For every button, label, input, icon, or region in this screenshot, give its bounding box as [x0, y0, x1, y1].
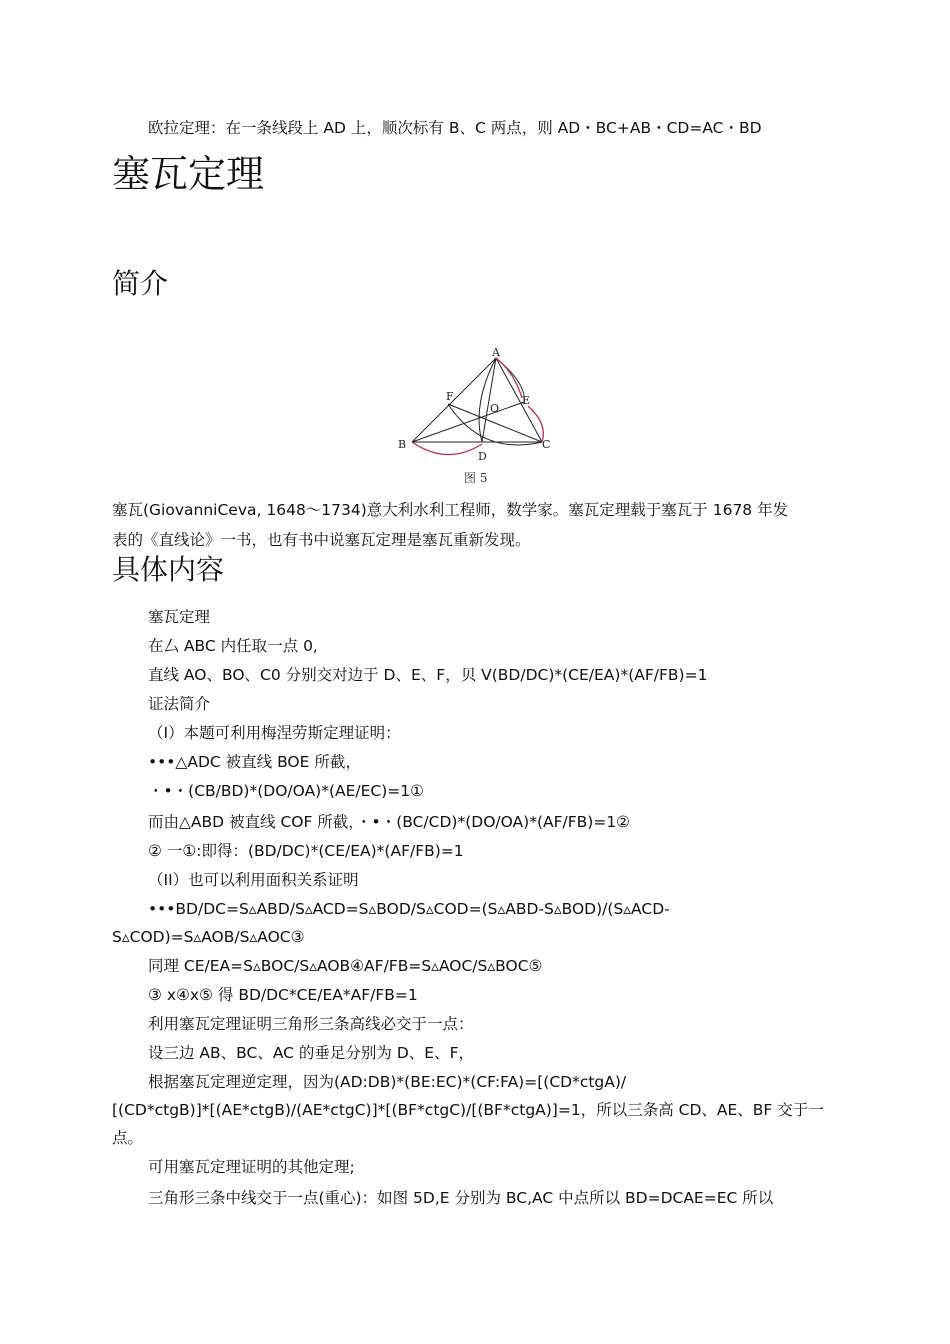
content-line: 根据塞瓦定理逆定理，因为(AD:DB)*(BE:EC)*(CF:FA)=[(CD*ctgA)/ [148, 1073, 627, 1091]
content-line: [(CD*ctgB)]*[(AE*ctgB)/(AE*ctgC)]*[(BF*ctgC)/[(BF*ctgA)]=1，所以三条高 CD、AE、BF 交于一 [112, 1101, 824, 1119]
label-e: E [522, 394, 531, 407]
content-line: •••BD/DC=S▵ABD/S▵ACD=S▵BOD/S▵COD=(S▵ABD-S▵BOD)/(S▵ACD- [148, 900, 670, 918]
content-line: 塞瓦定理 [148, 608, 211, 626]
edge-ac [496, 358, 542, 442]
content-line: 在厶 ABC 内任取一点 0, [148, 637, 318, 655]
content-line: 设三边 AB、BC、AC 的垂足分别为 D、E、F， [148, 1044, 475, 1062]
content-line: 点。 [112, 1129, 144, 1147]
content-line: 同理 CE/EA=S▵BOC/S▵AOB④AF/FB=S▵AOC/S▵BOC⑤ [148, 957, 543, 975]
content-line: （II）也可以利用面积关系证明 [148, 871, 359, 889]
edge-ab [412, 358, 496, 442]
content-line: •••△ADC 被直线 BOE 所截， [148, 753, 361, 771]
section-heading-content: 具体内容 [112, 553, 225, 586]
content-line: 直线 AO、BO、C0 分别交对边于 D、E、F，贝 V(BD/DC)*(CE/EA)*(AF/FB)=1 [148, 666, 708, 684]
red-arc-bottom [412, 442, 482, 455]
label-f: F [446, 390, 454, 403]
section-heading-intro: 简介 [112, 267, 169, 300]
intro-paragraph: 欧拉定理：在一条线段上 AD 上，顺次标有 B、C 两点，则 AD・BC+AB・CD=AC・BD [148, 119, 762, 137]
red-arc-top [496, 358, 522, 398]
label-c: C [542, 438, 551, 451]
arc-right [496, 358, 524, 402]
label-d: D [478, 450, 487, 463]
content-line: ・•・(CB/BD)*(DO/OA)*(AE/EC)=1① [148, 782, 425, 800]
ceva-figure [392, 344, 562, 489]
content-line: 可用塞瓦定理证明的其他定理; [148, 1158, 355, 1176]
label-o: O [490, 402, 500, 415]
content-line: ③ x④x⑤ 得 BD/DC*CE/EA*AF/FB=1 [148, 986, 418, 1004]
red-arc-right [528, 406, 543, 442]
bio-line-1: 塞瓦(GiovanniCeva, 1648〜1734)意大利水利工程师，数学家。塞瓦定理载于塞瓦于 1678 年发 [112, 501, 789, 519]
label-b: B [398, 438, 407, 451]
content-line: 而由△ABD 被直线 COF 所截，・•・(BC/CD)*(DO/OA)*(AF/FB)=1② [148, 813, 631, 831]
content-line: 利用塞瓦定理证明三角形三条高线必交于一点： [148, 1015, 474, 1033]
cevian-be [412, 402, 524, 442]
content-line: S▵COD)=S▵AOB/S▵AOC③ [112, 928, 305, 946]
bio-line-2: 表的《直线论》一书，也有书中说塞瓦定理是塞瓦重新发现。 [112, 531, 531, 549]
figure-caption: 图 5 [464, 471, 488, 485]
content-line: （I）本题可利用梅涅劳斯定理证明： [148, 724, 401, 742]
content-line: 证法简介 [148, 695, 211, 713]
content-line: ② 一①:即得：(BD/DC)*(CE/EA)*(AF/FB)=1 [148, 842, 464, 860]
label-a: A [492, 346, 500, 359]
page-title: 塞瓦定理 [112, 152, 265, 196]
content-line: 三角形三条中线交于一点(重心)：如图 5D,E 分别为 BC,AC 中点所以 BD=DCAE=EC 所以 [148, 1189, 774, 1207]
